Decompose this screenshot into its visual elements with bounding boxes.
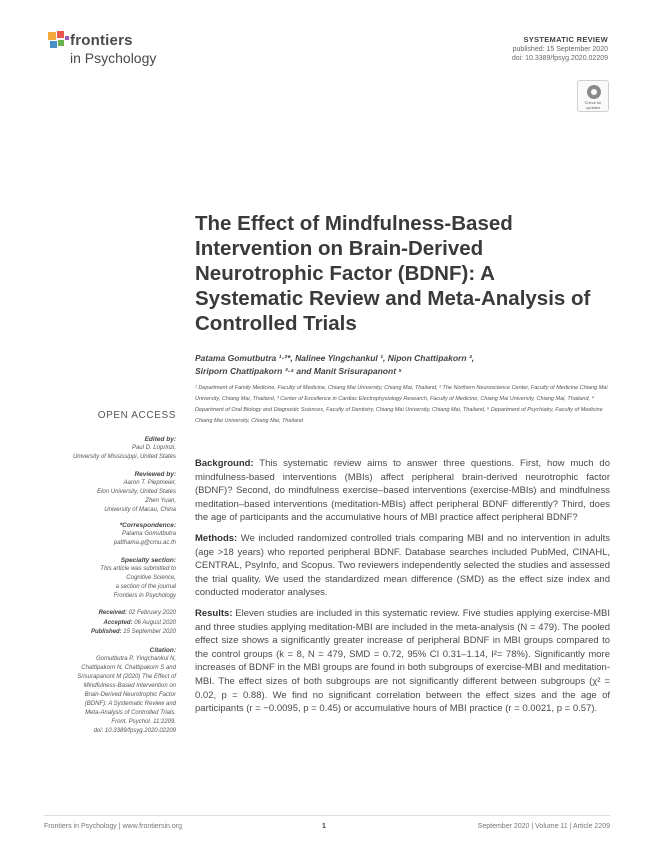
- specialty-text: Cognitive Science,: [126, 575, 176, 581]
- citation-line: Chattipakorn N, Chattipakorn S and: [81, 664, 176, 671]
- received-date: [30, 609, 176, 619]
- specialty-text: a section of the journal: [115, 584, 176, 590]
- reviewed-by-heading: Reviewed by:: [134, 471, 176, 478]
- authors-line-2: Siriporn Chattipakorn ³·⁴ and Manit Srisurapanont ⁵: [195, 366, 402, 376]
- page-number: 1: [322, 823, 326, 830]
- abstract-methods: [195, 532, 610, 600]
- citation-line: Gomutbutra P, Yingchankul N,: [95, 655, 176, 662]
- check-for-updates-button[interactable]: [577, 80, 609, 112]
- background-heading: Background:: [195, 458, 254, 469]
- specialty-text: This article was submitted to: [100, 566, 176, 572]
- citation-heading: Citation:: [149, 646, 176, 654]
- correspondence-email-link[interactable]: patthama.g@cmu.ac.th: [113, 540, 176, 546]
- accepted-value: 06 August 2020: [134, 619, 176, 626]
- citation-line: Srisurapanont M (2020) The Effect of: [77, 673, 176, 680]
- article-title: The Effect of Mindfulness-Based Intervention on Brain-Derived Neurotrophic Factor (BDNF): A Systematic Review and Meta-Analysis of Controlled Trials: [195, 212, 591, 335]
- citation-line: Mindfulness-Based Intervention on: [83, 682, 176, 689]
- affiliations: ¹ Department of Family Medicine, Faculty of Medicine, Chiang Mai University, Chiang Mai, Thailand, ² The Northern Neuroscience Center, Faculty of Medicine Chiang Mai University, Chiang Mai, Thailand, ³ Center of Excellence in Cardiac Electrophysiology Research, Faculty of Medicine, Chiang Mai University, Chiang Mai, Thailand, ⁴ Department of Oral Biology and Diagnostic Sciences, Faculty of Dentistry, Chiang Mai University, Chiang Mai, Thailand, ⁵ Department of Psychiatry, Faculty of Medicine Chiang Mai University, Chiang Mai, Thailand: [195, 385, 608, 424]
- reviewer-name: Aaron T. Piepmeier,: [123, 480, 176, 486]
- citation-doi-link[interactable]: doi: 10.3389/fpsyg.2020.02209: [93, 727, 176, 734]
- accepted-label: Accepted:: [103, 619, 133, 626]
- logo-journal-name: in Psychology: [70, 50, 157, 66]
- citation-line: (BDNF): A Systematic Review and: [84, 700, 176, 707]
- check-updates-label: Check for updates: [584, 100, 602, 110]
- author-list: [195, 352, 615, 378]
- background-text: This systematic review aims to answer three questions. First, how much do mindfulness-based interventions (MBIs) affect peripheral brain-derived neurotrophic factor (BDNF)? Second, do mindfulness exercise–based interventions (exercise-MBIs) and mindfulness meditation–based interventions (meditation-MBIs) affect peripheral BDNF differently? Third, does the age of participants and the accumulative hours of MBI practice affect peripheral BDNF?: [195, 458, 610, 524]
- authors-line-1: Patama Gomutbutra ¹·²*, Nalinee Yingchankul ¹, Nipon Chattipakorn ³,: [195, 353, 475, 363]
- article-sidebar: [30, 410, 176, 736]
- specialty-text: Frontiers in Psychology: [113, 593, 176, 599]
- citation-line: Meta-Analysis of Controlled Trials.: [85, 709, 176, 716]
- open-access-label: OPEN ACCESS: [97, 410, 176, 421]
- citation-line: Front. Psychol. 11:2209.: [111, 718, 176, 725]
- logo-frontiers-text: frontiers: [70, 32, 133, 49]
- journal-logo[interactable]: [46, 28, 186, 68]
- received-label: Received:: [98, 610, 127, 616]
- results-heading: Results:: [195, 607, 233, 619]
- editor-affiliation: University of Mississippi, United States: [72, 454, 176, 460]
- footer-divider: [44, 815, 610, 816]
- methods-heading: Methods:: [195, 532, 238, 544]
- abstract-results: [195, 607, 610, 716]
- published-value: 15 September 2020: [123, 629, 176, 635]
- article-type: SYSTEMATIC REVIEW: [523, 35, 608, 44]
- frontiers-logo-icon: [46, 30, 70, 52]
- correspondence-name: Patama Gomutbutra: [121, 531, 176, 537]
- doi-link[interactable]: doi: 10.3389/fpsyg.2020.02209: [511, 55, 608, 62]
- abstract: [195, 457, 610, 723]
- published-label: Published:: [90, 629, 122, 635]
- received-value: 02 February 2020: [128, 610, 176, 616]
- check-updates-icon: [587, 85, 601, 99]
- footer-journal-link[interactable]: Frontiers in Psychology | www.frontiersin.org: [44, 823, 182, 830]
- edited-by-heading: Edited by:: [144, 436, 176, 443]
- editor-name: Paul D. Loprinzi,: [131, 445, 176, 451]
- accepted-date: [30, 619, 176, 629]
- correspondence-heading: *Correspondence:: [119, 522, 176, 529]
- reviewer-name: Zhen Yuan,: [145, 498, 176, 504]
- methods-text: We included randomized controlled trials comparing MBI and no intervention in adults (age >18 years) who reported peripheral BDNF. Database searches included PubMed, CINAHL, CENTRAL, PsyInfo, and Scopus. Two reviewers independently selected the studies and assessed the trial quality. We used the standardized mean difference (SMD) as the effect size index and conducted moderator analyses.: [195, 532, 610, 599]
- published-date: published: 15 September 2020: [512, 46, 608, 53]
- specialty-section-heading: Specialty section:: [120, 557, 176, 564]
- citation-line: Brain-Derived Neurotrophic Factor: [84, 691, 176, 698]
- reviewer-affiliation: University of Macau, China: [104, 507, 176, 513]
- reviewer-affiliation: Elon University, United States: [97, 489, 176, 495]
- article-meta: [368, 35, 608, 62]
- abstract-background: [195, 457, 610, 525]
- published-date-sidebar: [30, 628, 176, 638]
- footer-issue-info: September 2020 | Volume 11 | Article 2209: [477, 823, 610, 830]
- results-text: Eleven studies are included in this systematic review. Five studies applying exercise-MBI and three studies applying meditation-MBI are included in the meta-analysis (N = 479). The pooled effect size shows a significantly greater increase of peripheral BDNF in MBI groups compared to the control groups (k = 8, N = 479, SMD = 0.72, 95% CI 0.31–1.14, I²= 78%). Significantly more increases of BDNF in the MBI groups are found in both subgroups of exercise-MBI and meditation-MBI. The effect sizes of both subgroups are not significantly different between subgroups (χ² = 0.02, p = 0.88). We find no significant correlation between the effect sizes and the age of participants (r = −0.0095, p = 0.45) or accumulative hours of MBI practice (r = 0.0021, p = 0.57).: [195, 607, 610, 715]
